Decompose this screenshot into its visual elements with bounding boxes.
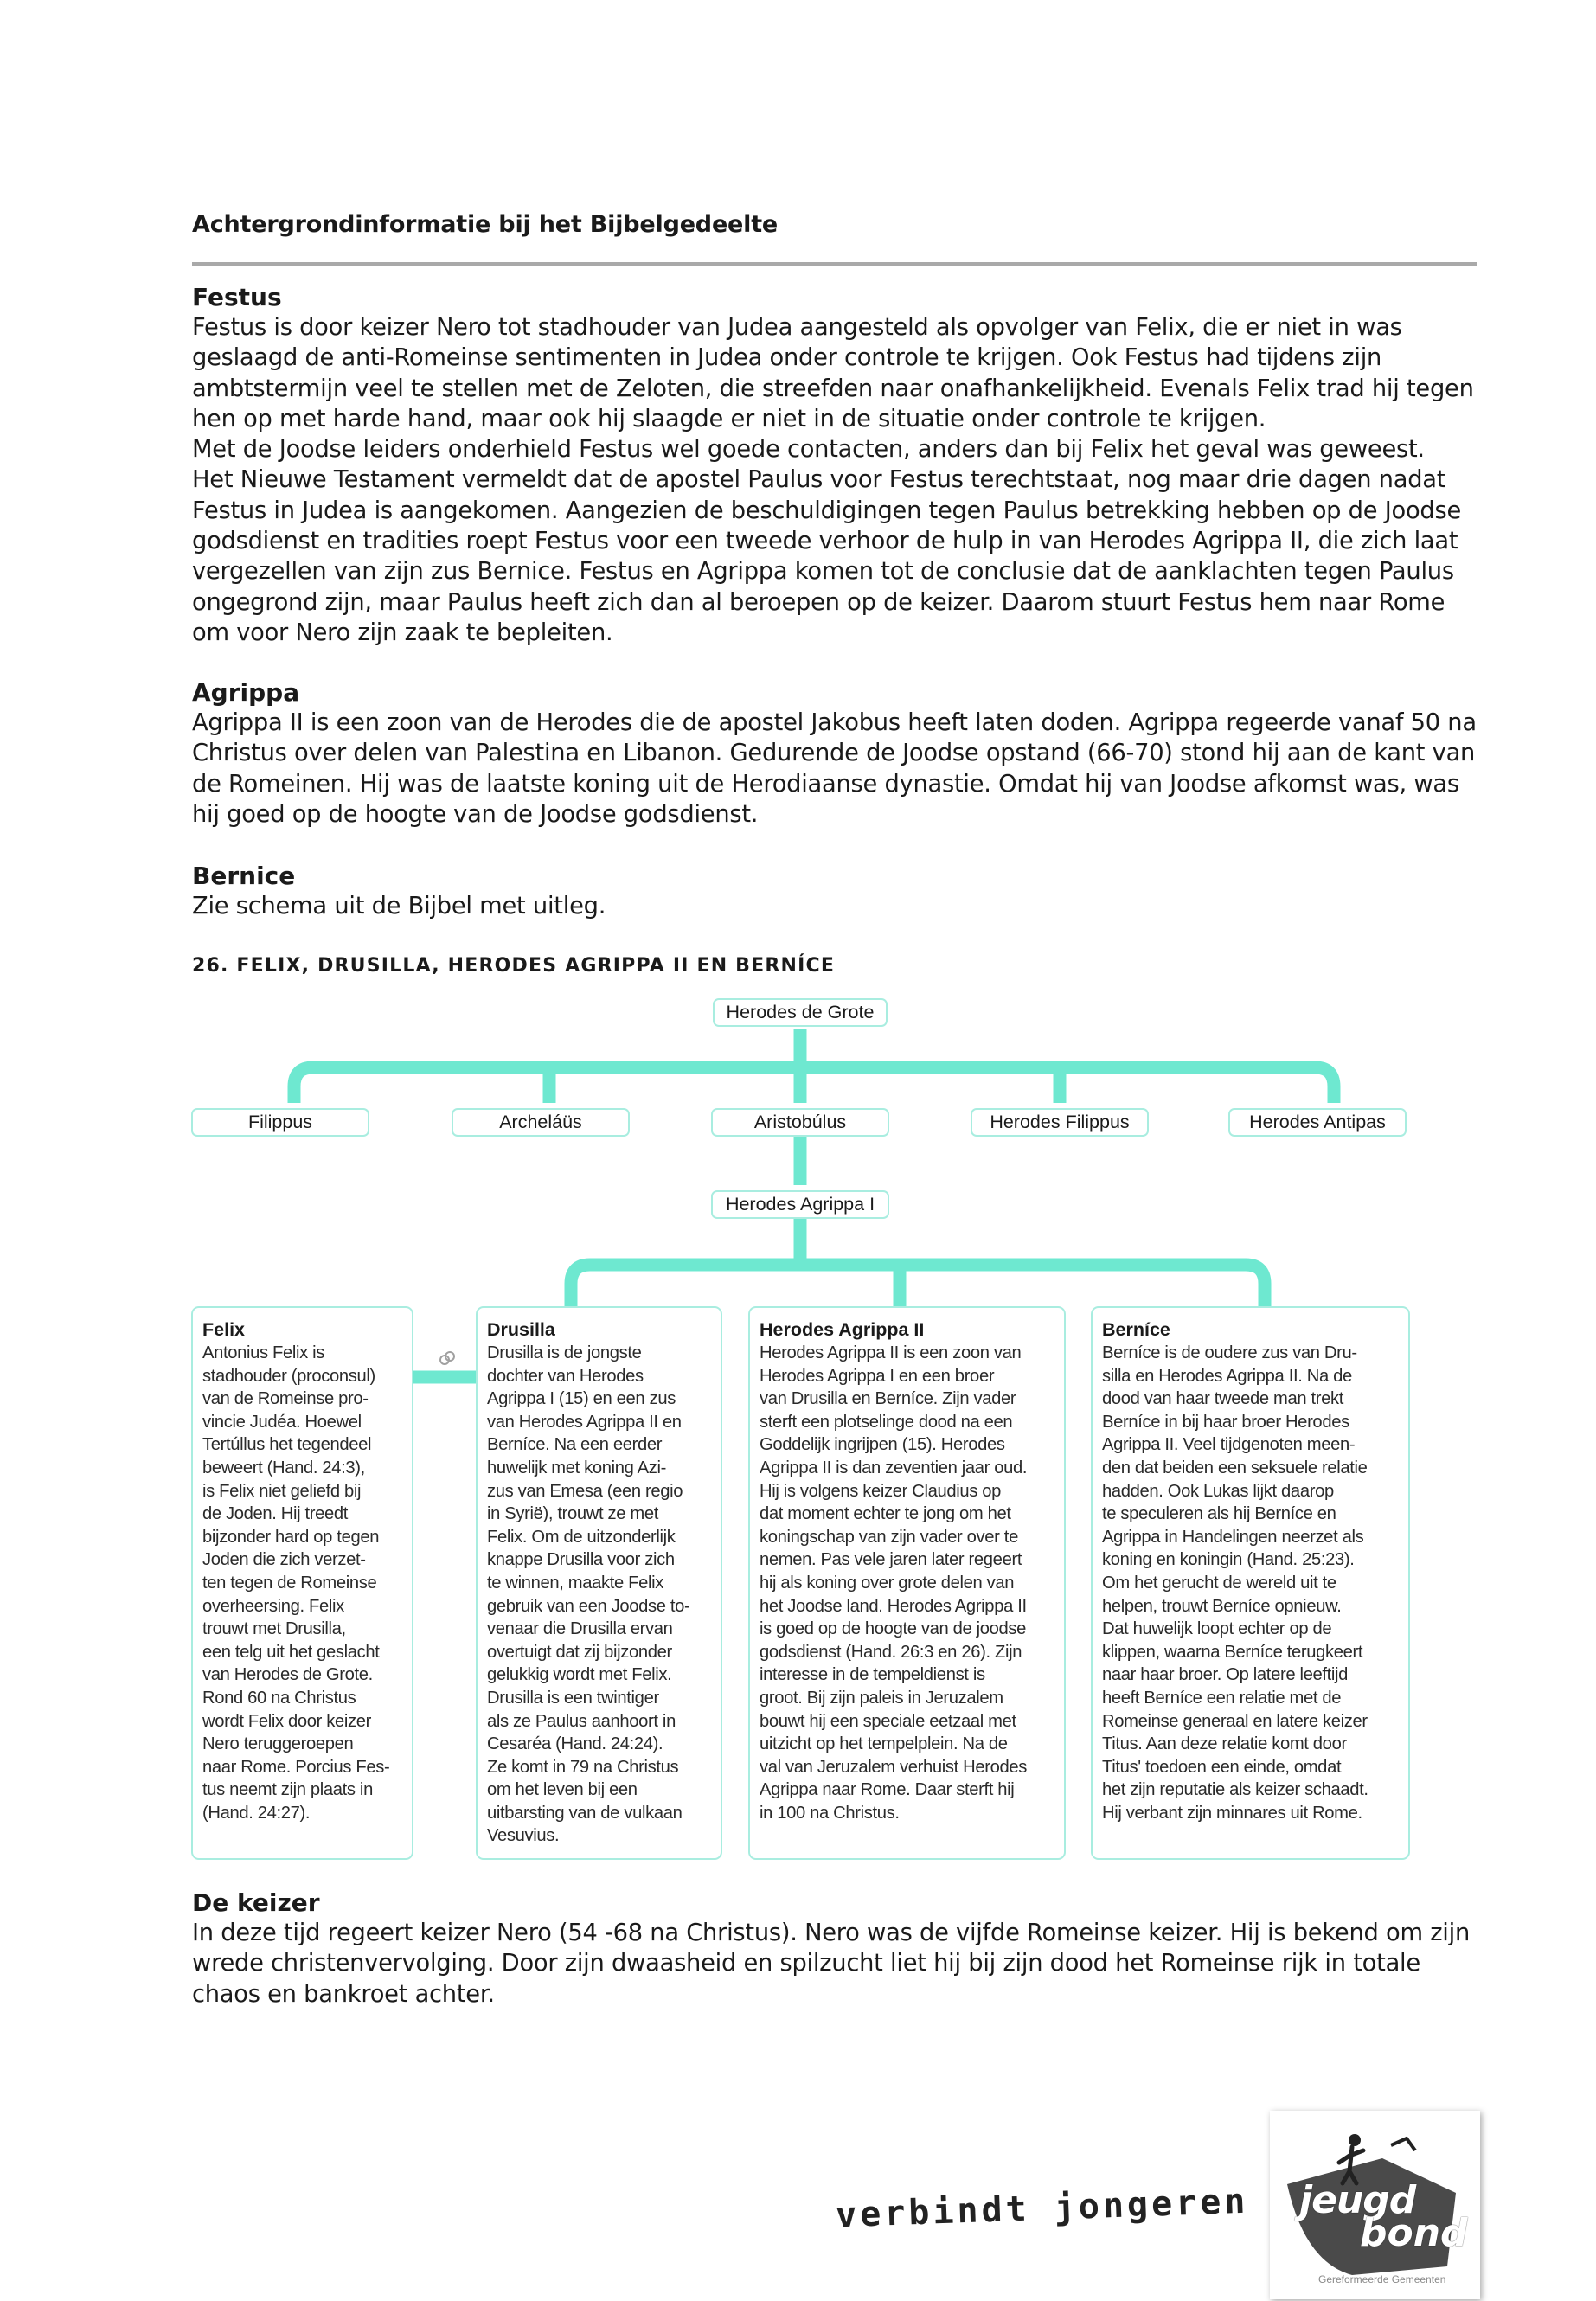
logo-subtitle: Gereformeerde Gemeenten (1318, 2273, 1446, 2285)
info-box-herodes-agrippa-2-text: Herodes Agrippa II is een zoon van Herodes Agrippa I en een broer van Drusilla en Berníce. Zijn vader sterft een plotselinge dood na een Goddelijk ingrijpen (15). Herodes Agrippa II is dan zeventien jaar oud. Hij is volgens keizer Claudius op dat moment echter te jong om het koningschap van zijn vader over te nemen. Pas vele jaren later regeert hij als koning over grote delen van het Joodse land. Herodes Agrippa II is goed op de hoogte van de joodse godsdienst (Hand. 26:3 en 26). Zijn interesse in de tempeldienst is groot. Bij zijn paleis in Jeruzalem bouwt hij een speciale eetzaal met uitzicht op het tempelplein. Na de val van Jeruzalem verhuist Herodes Agrippa naar Rome. Daar sterft hij in 100 na Christus. (760, 1343, 1028, 1823)
info-box-drusilla (476, 1306, 722, 1860)
agrippa-body: Agrippa II is een zoon van de Herodes die de apostel Jakobus heeft laten doden. Agrippa regeerde vanaf 50 na Christus over delen van Palestina en Libanon. Gedurende de Joodse opstand (66-70) stond hij aan de kant van de Romeinen. Hij was de laatste koning uit de Herodiaanse dynastie. Omdat hij van Joodse afkomst was, was hij goed op de hoogte van de Joodse godsdienst. (192, 709, 1477, 828)
festus-heading: Festus (192, 283, 282, 311)
info-box-bernice (1091, 1306, 1410, 1860)
connector-children-bar (294, 1067, 1334, 1103)
info-box-herodes-agrippa-2 (748, 1306, 1066, 1860)
node-archelaus: Archeláüs (452, 1108, 630, 1137)
agrippa-heading: Agrippa (192, 678, 300, 707)
info-box-bernice-name: Berníce (1102, 1319, 1170, 1340)
bernice-body: Zie schema uit de Bijbel met uitleg. (192, 893, 606, 920)
node-herodes-agrippa-1: Herodes Agrippa I (711, 1190, 889, 1219)
keizer-heading: De keizer (192, 1888, 320, 1917)
keizer-section (192, 1888, 1490, 2009)
info-box-herodes-agrippa-2-name: Herodes Agrippa II (760, 1319, 925, 1340)
logo-word-jeugd: jeugd (1299, 2178, 1416, 2222)
info-box-drusilla-text: Drusilla is de jongste dochter van Herodes Agrippa I (15) en een zus van Herodes Agrippa II en Berníce. Na een eerder huwelijk met koning Azi- zus van Emesa (een regio in Syrië), trouwt ze met Felix. Om de uitzonderlijk knappe Drusilla voor zich te winnen, maakte Felix gebruik van een Joodse to- venaar die Drusilla ervan overtuigt dat zij bijzonder gelukkig wordt met Felix. Drusilla is een twintiger als ze Paulus aanhoort in Cesaréa (Hand. 24:24). Ze komt in 79 na Christus om het leven bij een uitbarsting van de vulkaan Vesuvius. (487, 1343, 690, 1846)
info-box-felix-name: Felix (202, 1319, 245, 1340)
logo-word-bond: bond (1360, 2211, 1468, 2255)
node-herodes-de-grote: Herodes de Grote (713, 998, 888, 1027)
connector-grandchildren-bar (571, 1265, 1265, 1306)
jeugdbond-logo (1270, 2111, 1480, 2299)
node-herodes-filippus: Herodes Filippus (971, 1108, 1149, 1137)
node-aristobulus: Aristobúlus (711, 1108, 889, 1137)
page-title: Achtergrondinformatie bij het Bijbelgedeelte (192, 211, 779, 238)
info-box-felix-text: Antonius Felix is stadhouder (proconsul) van de Romeinse pro- vincie Judéa. Hoewel Tertúllus het tegendeel beweert (Hand. 24:3), is Felix niet geliefd bij de Joden. Hij treedt bijzonder hard op tegen Joden die zich verzet- ten tegen de Romeinse overheersing. Felix trouwt met Drusilla, een telg uit het geslacht van Herodes de Grote. Rond 60 na Christus wordt Felix door keizer Nero teruggeroepen naar Rome. Porcius Fes- tus neemt zijn plaats in (Hand. 24:27). (202, 1343, 390, 1823)
festus-body: Festus is door keizer Nero tot stadhouder van Judea aangesteld als opvolger van Felix, die er niet in was geslaagd de anti-Romeinse sentimenten in Judea onder controle te krijgen. Ook Festus had tijdens zijn ambtstermijn veel te stellen met de Zeloten, die streefden naar onafhankelijkheid. Evenals Felix trad hij tegen hen op met harde hand, maar ook hij slaagde er niet in de situatie onder controle te krijgen. Met de Joodse leiders onderhield Festus wel goede contacten, anders dan bij Felix het geval was geweest. Het Nieuwe Testament vermeldt dat de apostel Paulus voor Festus terechtstaat, nog maar drie dagen nadat Festus in Judea is aangekomen. Aangezien de beschuldigingen tegen Paulus betrekking hebben op de Joodse godsdienst en tradities roept Festus voor een tweede verhoor de hulp in van Herodes Agrippa II, die zich laat vergezellen van zijn zus Bernice. Festus en Agrippa komen tot de conclusie dat de aanklachten tegen Paulus ongegrond zijn, maar Paulus heeft zich dan al beroepen op de keizer. Daarom stuurt Festus hem naar Rome om voor Nero zijn zaak te bepleiten. (192, 314, 1474, 646)
diagram-title: 26. FELIX, DRUSILLA, HERODES AGRIPPA II EN BERNÍCE (192, 955, 836, 977)
info-box-drusilla-name: Drusilla (487, 1319, 555, 1340)
slogan-verbindt-jongeren: verbindt jongeren (835, 2181, 1250, 2236)
info-box-felix (191, 1306, 413, 1860)
marriage-link-icon (437, 1348, 458, 1368)
node-filippus: Filippus (191, 1108, 369, 1137)
info-box-bernice-text: Berníce is de oudere zus van Dru- silla en Herodes Agrippa II. Na de dood van haar tweede man trekt Berníce in bij haar broer Herodes Agrippa II. Veel tijdgenoten meen- den dat beiden een seksuele relatie hadden. Ook Lukas lijkt daarop te speculeren als hij Berníce en Agrippa in Handelingen neerzet als koning en koningin (Hand. 25:23). Om het gerucht de wereld uit te helpen, trouwt Berníce opnieuw. Dat huwelijk loopt echter op de klippen, waarna Berníce terugkeert naar haar broer. Op latere leeftijd heeft Berníce een relatie met de Romeinse generaal en latere keizer Titus. Aan deze relatie komt door Titus' toedoen een einde, omdat het zijn reputatie als keizer schaadt. Hij verbant zijn minnares uit Rome. (1102, 1343, 1368, 1823)
keizer-body: In deze tijd regeert keizer Nero (54 -68 na Christus). Nero was de vijfde Romeinse keizer. Hij is bekend om zijn wrede christenvervolging. Door zijn dwaasheid en spilzucht liet hij bij zijn dood het Romeinse rijk in totale chaos en bankroet achter. (192, 1920, 1471, 2008)
bernice-heading: Bernice (192, 862, 296, 890)
node-herodes-antipas: Herodes Antipas (1228, 1108, 1407, 1137)
